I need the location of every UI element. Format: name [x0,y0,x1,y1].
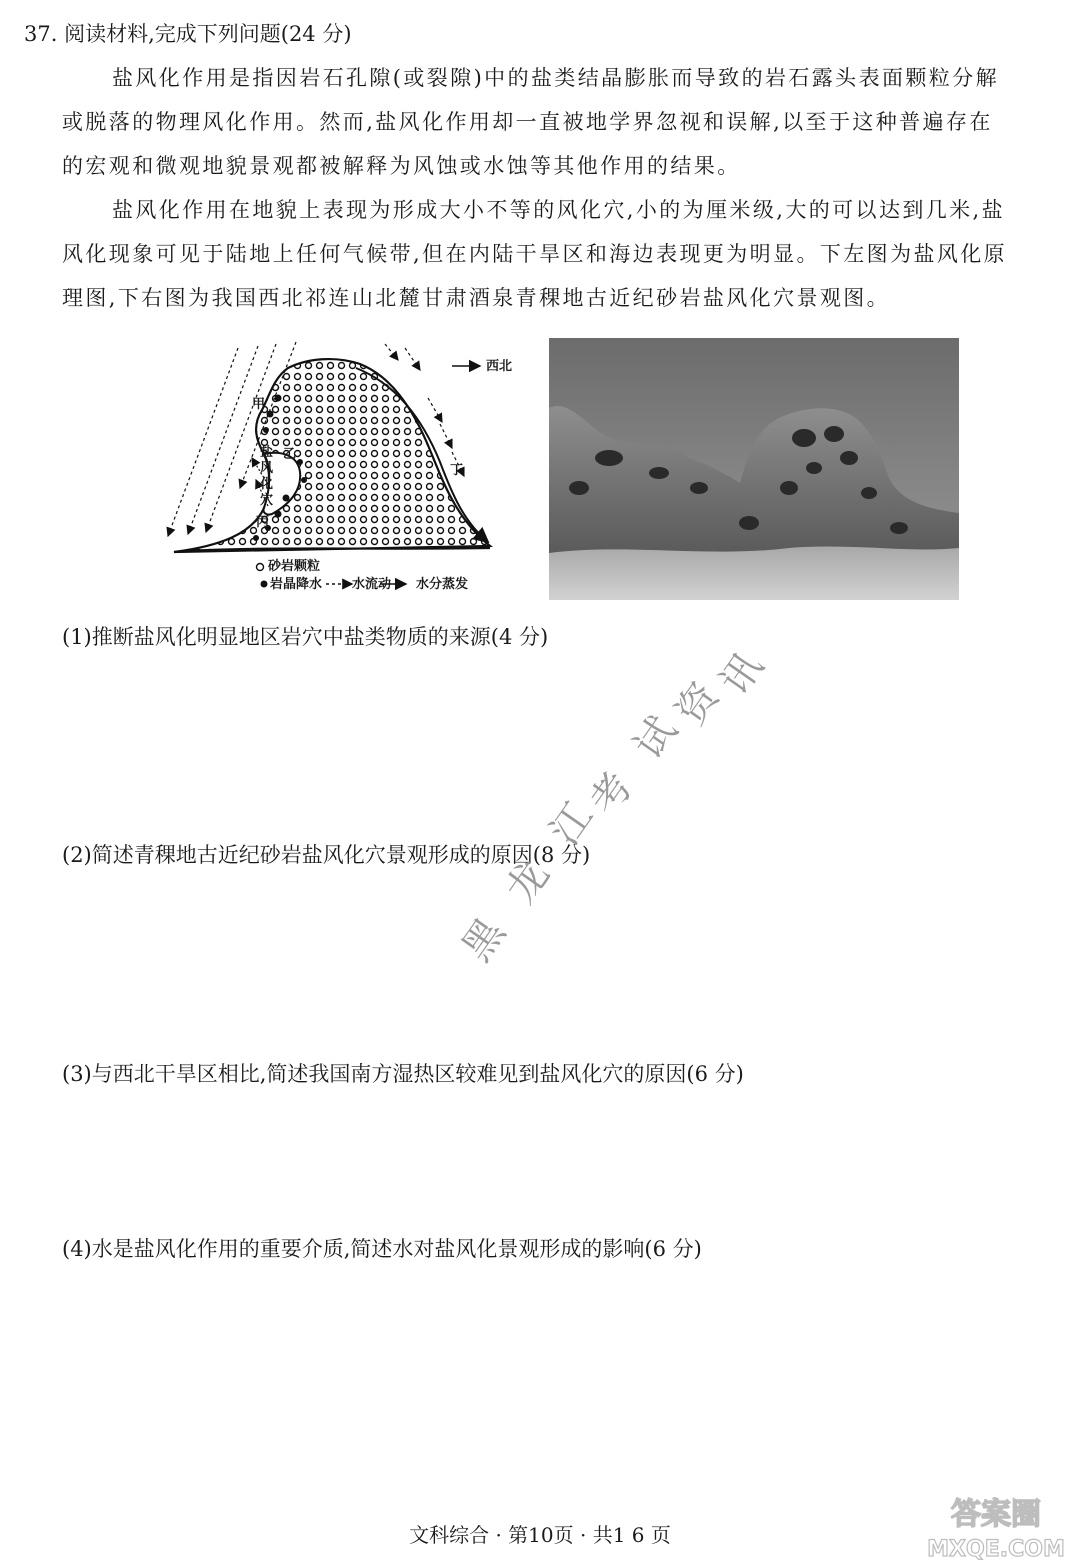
direction-label: 西北 [486,359,513,374]
salt-weathering-diagram [160,338,520,600]
legend-flow: 水流动 [352,577,392,592]
material-para2-line2: 风化现象可见于陆地上任何气候带,但在内陆干旱区和海边表现更为明显。下左图为盐风化原 [62,242,1008,266]
watermark-char-7: 讯 [711,644,773,704]
corner-logo-bottom: MXQE.COM [927,1537,1065,1562]
watermark-char-2: 龙 [497,852,559,912]
page-footer: 文科综合 · 第10页 · 共1 6 页 [409,1523,671,1547]
subquestion-3: (3)与西北干旱区相比,简述我国南方湿热区较难见到盐风化穴的原因(6 分) [62,1062,744,1086]
watermark-char-4: 考 [581,764,643,824]
watermark-char-5: 试 [625,708,687,768]
legend-crystal: 岩晶 [270,577,297,592]
label-ding: 丁 [450,463,464,478]
material-para1-line3: 的宏观和微观地貌景观都被解释为风蚀或水蚀等其他作用的结果。 [62,154,741,178]
subquestion-2: (2)简述青稞地古近纪砂岩盐风化穴景观形成的原因(8 分) [62,843,591,867]
material-para2-line1: 盐风化作用在地貌上表现为形成大小不等的风化穴,小的为厘米级,大的可以达到几米,盐 [112,198,1006,222]
question-title: 37. 阅读材料,完成下列问题(24 分) [24,22,352,46]
salt-weathering-landscape-photo [549,338,959,600]
label-hole-char-2: 风 [260,461,274,476]
watermark-char-6: 资 [667,674,729,734]
legend-precip: 降水 [296,577,323,592]
corner-logo-mark [916,1490,1076,1564]
label-hole-char-3: 化 [260,477,274,492]
watermark [440,640,800,980]
label-yi: 乙 [283,447,297,462]
label-hole-char-4: 穴 [260,493,274,508]
label-hole-char-1: 盐 [260,445,274,460]
material-para2-line3: 理图,下右图为我国西北祁连山北麓甘肃酒泉青稞地古近纪砂岩盐风化穴景观图。 [62,286,891,310]
watermark-char-1: 黑 [453,910,515,970]
label-bing: 丙 [256,515,270,530]
diagram-drawing [160,338,520,600]
corner-logo [916,1490,1076,1564]
material-para1-line2: 或脱落的物理风化作用。然而,盐风化作用却一直被地学界忽视和误解,以至于这种普遍存在 [62,110,993,134]
material-para1-line1: 盐风化作用是指因岩石孔隙(或裂隙)中的盐类结晶膨胀而导致的岩石露头表面颗粒分解 [112,66,999,90]
landscape-photo-image [549,338,959,600]
label-jia: 甲 [252,397,266,412]
legend-evap: 水分蒸发 [416,577,469,592]
subquestion-1: (1)推断盐风化明显地区岩穴中盐类物质的来源(4 分) [62,625,549,649]
corner-logo-top: 答案圈 [951,1497,1041,1532]
subquestion-4: (4)水是盐风化作用的重要介质,简述水对盐风化景观形成的影响(6 分) [62,1237,702,1261]
watermark-char-3: 江 [541,794,603,854]
legend-sandstone: 砂岩颗粒 [268,559,321,574]
